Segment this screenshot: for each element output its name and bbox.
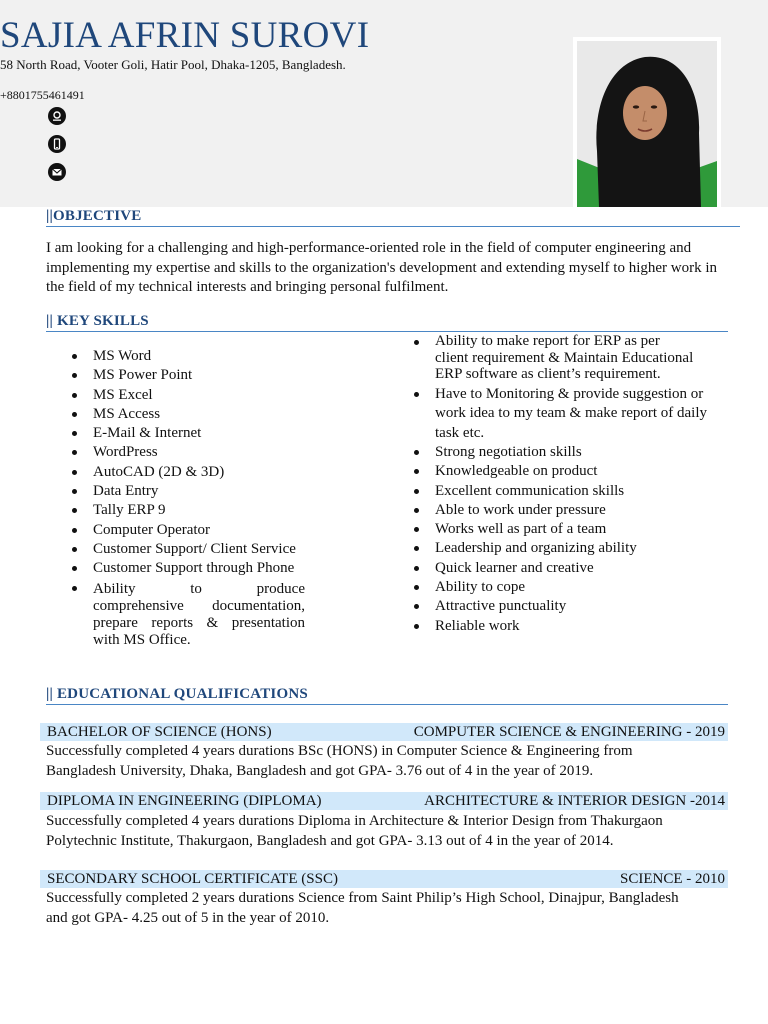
- mobile-phone-icon: [48, 135, 66, 153]
- list-item: Able to work under pressure: [435, 501, 735, 520]
- degree-field: COMPUTER SCIENCE & ENGINEERING - 2019: [413, 724, 725, 740]
- skills-list-right: [435, 333, 735, 636]
- candidate-name: SAJIA AFRIN SUROVI: [0, 15, 370, 56]
- list-item-line: comprehensive documentation,: [93, 597, 305, 614]
- skills-list-left: [93, 347, 305, 649]
- objective-divider: [46, 226, 740, 227]
- key-skills-heading: || KEY SKILLS: [46, 313, 149, 329]
- degree-field: SCIENCE - 2010: [620, 871, 725, 887]
- list-item: Knowledgeable on product: [435, 462, 735, 481]
- education-divider: [46, 704, 728, 705]
- list-item: E-Mail & Internet: [93, 424, 305, 443]
- list-item-line: Have to Monitoring & provide suggestion or: [435, 385, 704, 402]
- list-item: Excellent communication skills: [435, 482, 735, 501]
- list-item: Reliable work: [435, 617, 735, 636]
- description-line: and got GPA- 4.25 out of 5 in the year of 2010.: [46, 909, 330, 926]
- list-item: Strong negotiation skills: [435, 443, 735, 462]
- degree-name: SECONDARY SCHOOL CERTIFICATE (SSC): [47, 871, 338, 887]
- education-description: [46, 742, 726, 781]
- list-item: Data Entry: [93, 482, 305, 501]
- list-item-line: prepare reports & presentation: [93, 614, 305, 631]
- education-description: [46, 812, 726, 851]
- list-item: Works well as part of a team: [435, 520, 735, 539]
- education-description: [46, 889, 726, 928]
- description-line: Successfully completed 2 years durations Science from Saint Philip’s High School, Dinajpur, Bangladesh: [46, 890, 679, 906]
- list-item: WordPress: [93, 443, 305, 462]
- education-entry-header: [40, 723, 728, 741]
- list-item: [435, 333, 735, 385]
- education-entry-header: [40, 792, 728, 810]
- list-item-line: work idea to my team & make report of daily: [435, 405, 707, 421]
- list-item: Attractive punctuality: [435, 597, 735, 616]
- list-item: Customer Support/ Client Service: [93, 540, 305, 559]
- list-item: MS Excel: [93, 386, 305, 405]
- list-item-line: Ability to make report for ERP as per: [435, 333, 660, 349]
- list-item: [93, 579, 305, 649]
- description-line: Bangladesh University, Dhaka, Bangladesh and got GPA- 3.76 out of 4 in the year of 2019.: [46, 762, 594, 779]
- list-item: MS Power Point: [93, 366, 305, 385]
- list-item: Ability to cope: [435, 578, 735, 597]
- list-item: Computer Operator: [93, 521, 305, 540]
- list-item: MS Word: [93, 347, 305, 366]
- list-item-line: ERP software as client’s requirement.: [435, 366, 661, 382]
- description-line: Successfully completed 4 years durations Diploma in Architecture & Interior Design from Thakurgaon: [46, 813, 663, 829]
- list-item-line: with MS Office.: [93, 631, 191, 648]
- degree-name: BACHELOR OF SCIENCE (HONS): [47, 724, 272, 740]
- list-item: Quick learner and creative: [435, 559, 735, 578]
- email-icon: [48, 163, 66, 181]
- list-item-line: client requirement & Maintain Educational: [435, 349, 694, 366]
- list-item: Leadership and organizing ability: [435, 539, 735, 558]
- phone-number: +8801755461491: [0, 88, 85, 102]
- list-item-line: task etc.: [435, 424, 485, 441]
- degree-name: DIPLOMA IN ENGINEERING (DIPLOMA): [47, 793, 322, 809]
- list-item-line: Ability to produce: [93, 580, 305, 597]
- list-item: Tally ERP 9: [93, 501, 305, 520]
- location-icon: [48, 107, 66, 125]
- objective-text: I am looking for a challenging and high-performance-oriented role in the field of computer engineering and implementing my expertise and skills to the organization's development and extending myself to higher work in the field of my technical interests and bringing personal fulfilment.: [46, 240, 718, 296]
- description-line: Polytechnic Institute, Thakurgaon, Bangladesh and got GPA- 3.13 out of 4 in the year of 2014.: [46, 832, 614, 849]
- objective-heading: ||OBJECTIVE: [46, 208, 142, 224]
- profile-photo: [573, 37, 721, 207]
- list-item: [435, 385, 735, 444]
- education-entry-header: [40, 870, 728, 888]
- list-item: Customer Support through Phone: [93, 559, 305, 578]
- description-line: Successfully completed 4 years durations BSc (HONS) in Computer Science & Engineering from: [46, 743, 633, 759]
- list-item: MS Access: [93, 405, 305, 424]
- key-skills-divider: [46, 331, 728, 332]
- address: 58 North Road, Vooter Goli, Hatir Pool, Dhaka-1205, Bangladesh.: [0, 57, 346, 72]
- degree-field: ARCHITECTURE & INTERIOR DESIGN -2014: [424, 793, 725, 809]
- list-item: AutoCAD (2D & 3D): [93, 463, 305, 482]
- education-heading: || EDUCATIONAL QUALIFICATIONS: [46, 686, 308, 702]
